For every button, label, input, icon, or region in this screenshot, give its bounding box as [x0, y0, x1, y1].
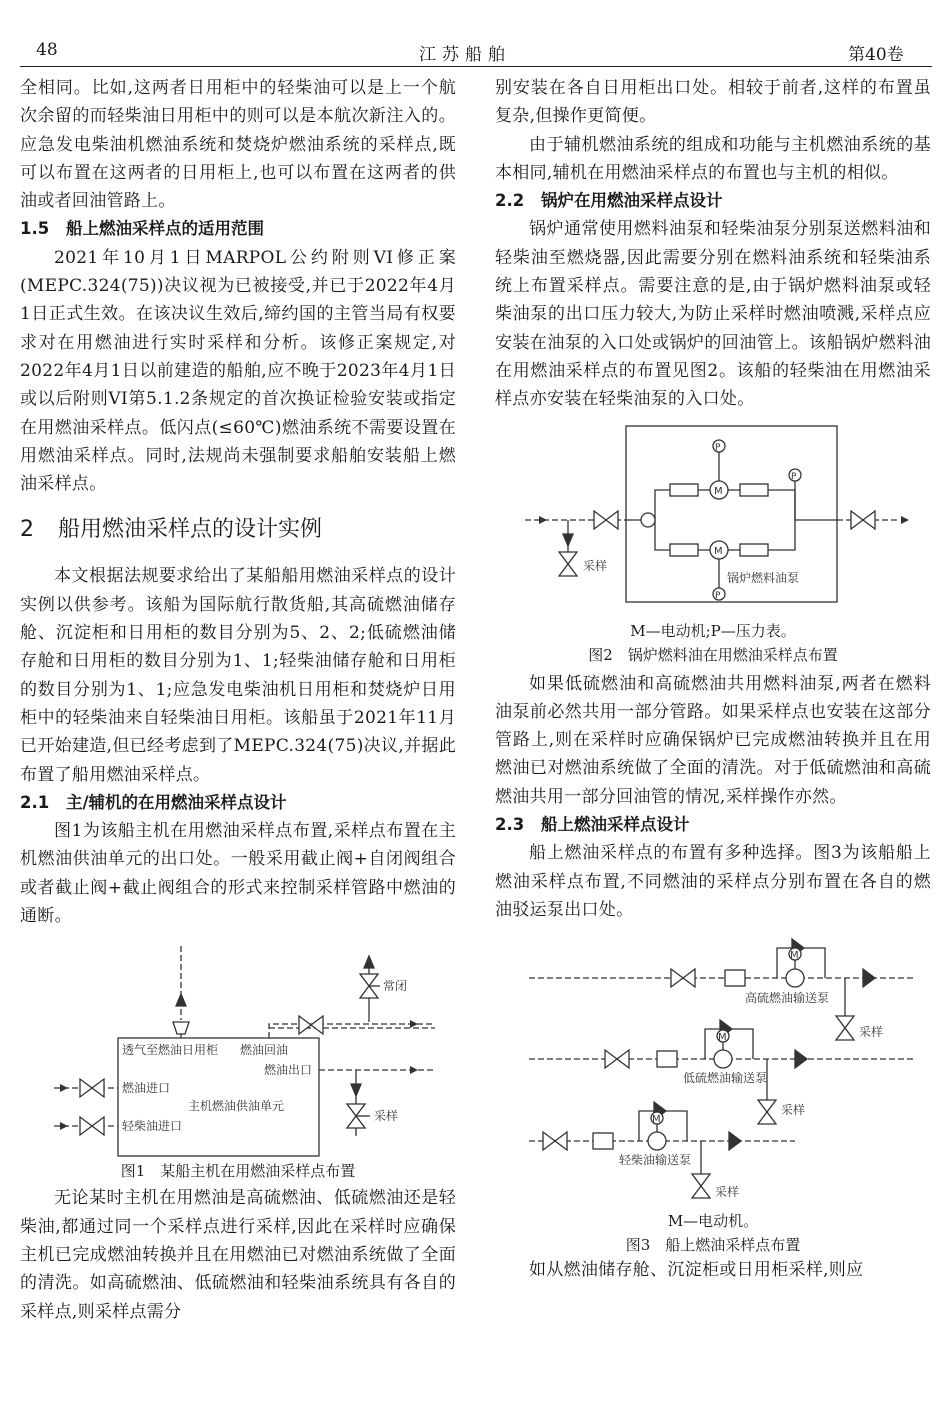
label-m: M: [790, 950, 799, 962]
label-p: P: [715, 590, 721, 601]
paragraph: 全相同。比如,这两者日用柜中的轻柴油可以是上一个航次余留的而轻柴油日用柜中的则可以是本航次新注入的。应急发电柴油机燃油系统和焚烧炉燃油系统的采样点,既可以布置在这两者的日用柜上,也可以布置在这两者的供油或者回油管路上。: [20, 78, 456, 212]
label-m: M: [714, 485, 723, 497]
paragraph: 由于辅机燃油系统的组成和功能与主机燃油系统的基本相同,辅机在用燃油采样点的布置也与主机的相似。: [495, 134, 931, 183]
section-heading-1-5: [20, 215, 456, 243]
section-heading-2: [20, 504, 456, 556]
paragraph: 锅炉通常使用燃料油泵和轻柴油泵分别泵送燃料油和轻柴油至燃烧器,因此需要分别在燃料油系统和轻柴油系统上布置采样点。需要注意的是,由于锅炉燃料油泵或轻柴油泵的出口压力较大,为防止采样时燃油喷溅,采样点应安装在油泵的入口处或锅炉的回油管上。该船锅炉燃料油在用燃油采样点的布置见图2。该船的轻柴油在用燃油采样点亦安装在轻柴油泵的入口处。: [495, 219, 931, 410]
section-number: 1.5: [20, 219, 50, 239]
label-sample: 采样: [715, 1185, 740, 1200]
section-title: 船上燃油采样点设计: [541, 815, 690, 835]
label-mgo-inlet: 轻柴油进口: [122, 1119, 183, 1134]
label-outlet: 燃油出口: [264, 1063, 313, 1078]
paragraph: 如从燃油储存舱、沉淀柜或日用柜采样,则应: [529, 1260, 864, 1281]
section-number: 2.3: [495, 815, 525, 835]
label-sample: 采样: [859, 1025, 884, 1040]
paragraph: 船上燃油采样点的布置有多种选择。图3为该船船上燃油采样点布置,不同燃油的采样点分别布置在各自的燃油驳运泵出口处。: [495, 843, 931, 920]
label-m: M: [652, 1114, 661, 1126]
section-number: 2.1: [20, 792, 50, 812]
label-sample: 采样: [781, 1103, 806, 1118]
header-rule: [20, 66, 932, 67]
running-header: [0, 0, 950, 70]
section-number: 2.2: [495, 191, 525, 211]
figure-1-diagram: [20, 936, 456, 1160]
label-sample: 采样: [583, 558, 608, 573]
label-sample: 采样: [374, 1109, 399, 1124]
label-p: P: [715, 442, 721, 453]
section-title: 船上燃油采样点的适用范围: [66, 219, 264, 239]
figure-2: [495, 422, 931, 670]
section-heading-2-1: [20, 789, 456, 817]
section-title: 主/辅机的在用燃油采样点设计: [66, 792, 287, 812]
label-mgo-pump: 轻柴油输送泵: [619, 1153, 692, 1168]
paragraph: 别安装在各自日用柜出口处。相较于前者,这样的布置虽复杂,但操作更简便。: [495, 78, 931, 127]
section-heading-2-2: [495, 187, 931, 215]
figure-2-legend: M—电动机;P—压力表。: [630, 621, 796, 640]
figure-3-caption: 图3 船上燃油采样点布置: [625, 1236, 801, 1255]
label-vent: 透气至燃油日用柜: [122, 1043, 219, 1058]
volume-label: 第40卷: [848, 45, 904, 65]
label-unit: 主机燃油供油单元: [188, 1099, 285, 1114]
journal-title: 江苏船舶: [419, 45, 511, 65]
label-lsfo-pump: 低硫燃油输送泵: [683, 1071, 768, 1086]
figure-3: [495, 934, 931, 1256]
label-inlet: 燃油进口: [122, 1081, 171, 1096]
label-pump: 锅炉燃料油泵: [727, 570, 800, 585]
figure-2-diagram: [495, 422, 931, 620]
figure-2-caption: 图2 锅炉燃料油在用燃油采样点布置: [588, 645, 838, 664]
paragraph: 无论某时主机在用燃油是高硫燃油、低硫燃油还是轻柴油,都通过同一个采样点进行采样,因此在采样时应确保主机已完成燃油转换并且在用燃油已对燃油系统做了全面的清洗。如高硫燃油、低硫燃油和轻柴油系统具有各自的采样点,则采样点需分: [20, 1188, 456, 1322]
label-closed: 常闭: [383, 979, 408, 994]
section-title: 锅炉在用燃油采样点设计: [541, 191, 723, 211]
section-number: 2: [20, 517, 34, 543]
left-column: [20, 74, 456, 1326]
figure-1-caption: 图1 某船主机在用燃油采样点布置: [120, 1162, 356, 1181]
label-return: 燃油回油: [240, 1043, 289, 1058]
figure-3-diagram: [495, 934, 931, 1210]
section-title: 船用燃油采样点的设计实例: [58, 517, 323, 543]
label-hfo-pump: 高硫燃油输送泵: [745, 991, 830, 1006]
right-column: [495, 74, 931, 1285]
paragraph: 本文根据法规要求给出了某船船用燃油采样点的设计实例以供参考。该船为国际航行散货船,其高硫燃油储存舱、沉淀柜和日用柜的数目分别为5、2、2;低硫燃油储存舱和日用柜的数目分别为1、1;轻柴油储存舱和日用柜的数目分别为1、1;应急发电柴油机日用柜和焚烧炉日用柜中的轻柴油来自轻柴油日用柜。该船虽于2021年11月已开始建造,但已经考虑到了MEPC.324(75)决议,并据此布置了船用燃油采样点。: [20, 566, 456, 785]
label-m: M: [714, 545, 723, 557]
paragraph: 如果低硫燃油和高硫燃油共用燃料油泵,两者在燃料油泵前必然共用一部分管路。如果采样点也安装在这部分管路上,则在采样时应确保锅炉已完成燃油转换并且在用燃油已对燃油系统做了全面的清洗。对于低硫燃油和高硫燃油共用一部分回油管的情况,采样操作亦然。: [495, 673, 931, 807]
figure-3-legend: M—电动机。: [667, 1212, 759, 1231]
paragraph: 图1为该船主机在用燃油采样点布置,采样点布置在主机燃油供油单元的出口处。一般采用截止阀+自闭阀组合或者截止阀+截止阀组合的形式来控制采样管路中燃油的通断。: [20, 821, 456, 927]
figure-1: [20, 936, 456, 1184]
label-m: M: [718, 1032, 727, 1044]
section-heading-2-3: [495, 811, 931, 839]
paragraph: 2021年10月1日MARPOL公约附则VI修正案(MEPC.324(75))决议视为已被接受,并已于2022年4月1日正式生效。在该决议生效后,缔约国的主管当局有权要求对在用燃油进行实时采样和分析。该修正案规定,对2022年4月1日以前建造的船舶,应不晚于2023年4月1日或以后附则VI第5.1.2条规定的首次换证检验安装或指定在用燃油采样点。低闪点(≤60℃)燃油系统不需要设置在用燃油采样点。同时,法规尚未强制要求船舶安装船上燃油采样点。: [20, 247, 456, 495]
label-p: P: [791, 471, 797, 482]
page-number: 48: [36, 40, 58, 60]
